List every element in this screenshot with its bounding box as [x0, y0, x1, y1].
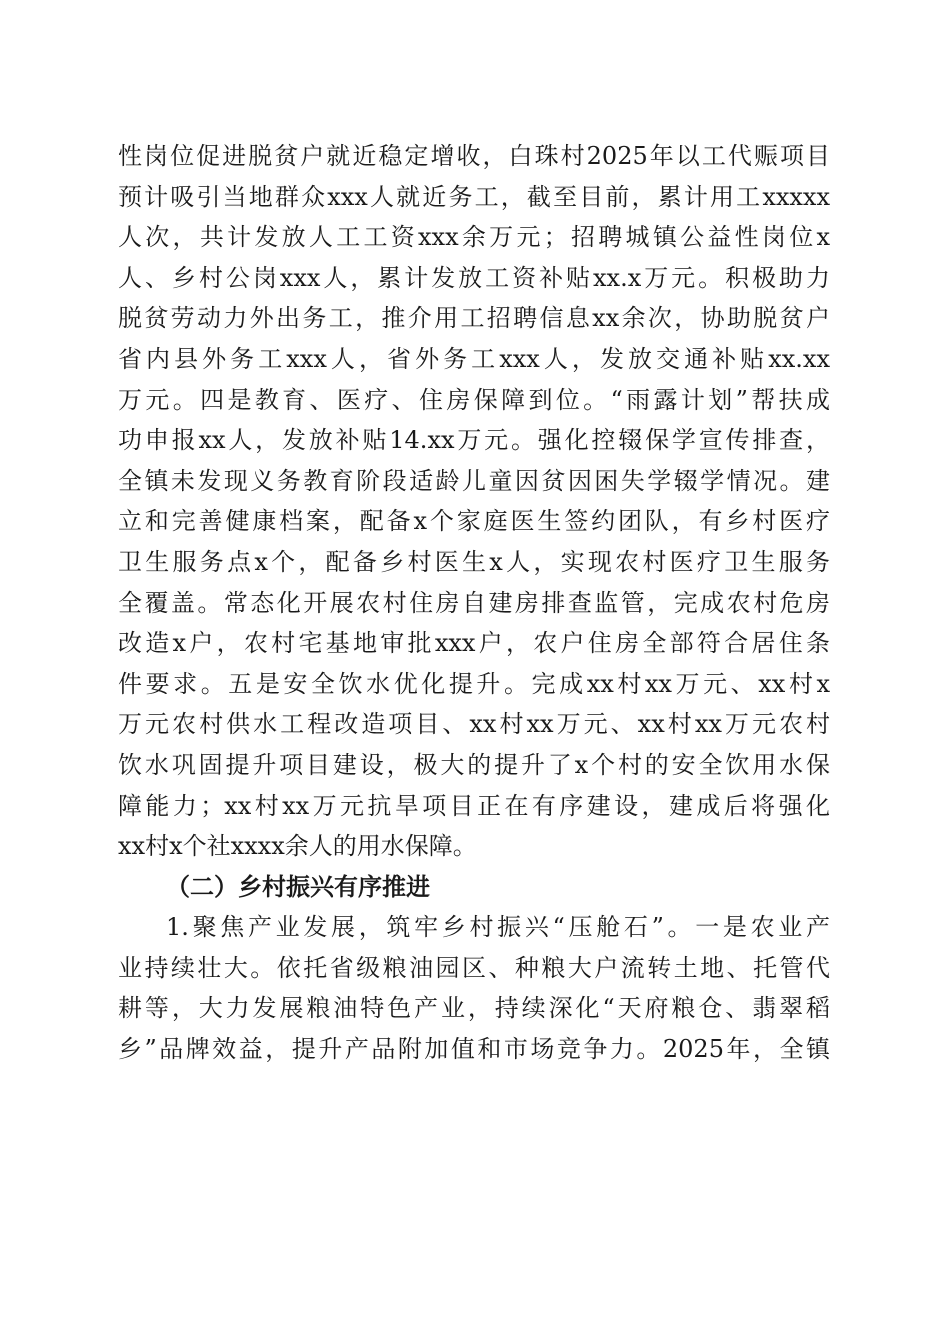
paragraph-poverty-support	[118, 136, 830, 867]
paragraph-industry-development	[118, 907, 830, 1069]
paragraph-line: 人次，共计发放人工工资xxx余万元；招聘城镇公益性岗位x	[118, 223, 830, 252]
paragraph-line: 乡”品牌效益，提升产品附加值和市场竞争力。2025年，全镇	[118, 1035, 830, 1064]
paragraph-line: 改造x户，农村宅基地审批xxx户，农户住房全部符合居住条	[118, 629, 830, 658]
paragraph-line: 人、乡村公岗xxx人，累计发放工资补贴xx.x万元。积极助力	[118, 263, 830, 292]
paragraph-line: 功申报xx人，发放补贴14.xx万元。强化控辍保学宣传排查，	[118, 426, 830, 455]
paragraph-line: 脱贫劳动力外出务工，推介用工招聘信息xx余次，协助脱贫户	[118, 304, 830, 333]
paragraph-line: 卫生服务点x个，配备乡村医生x人，实现农村医疗卫生服务	[118, 547, 830, 576]
paragraph-line: 全镇未发现义务教育阶段适龄儿童因贫因困失学辍学情况。建	[118, 466, 830, 495]
paragraph-line: 全覆盖。常态化开展农村住房自建房排查监管，完成农村危房	[118, 588, 830, 617]
paragraph-line: 性岗位促进脱贫户就近稳定增收，白珠村2025年以工代赈项目	[118, 142, 830, 170]
paragraph-line: 饮水巩固提升项目建设，极大的提升了x个村的安全饮用水保	[118, 750, 830, 779]
paragraph-line: 立和完善健康档案，配备x个家庭医生签约团队，有乡村医疗	[118, 507, 830, 536]
paragraph-line: 障能力；xx村xx万元抗旱项目正在有序建设，建成后将强化	[118, 791, 830, 820]
paragraph-line: 业持续壮大。依托省级粮油园区、种粮大户流转土地、托管代	[118, 953, 830, 982]
paragraph-line: 1.聚焦产业发展，筑牢乡村振兴“压舱石”。一是农业产	[166, 913, 830, 942]
document-body	[118, 136, 830, 1070]
paragraph-line: xx村x个社xxxx余人的用水保障。	[118, 832, 477, 861]
paragraph-line: 耕等，大力发展粮油特色产业，持续深化“天府粮仓、翡翠稻	[118, 994, 830, 1023]
paragraph-line: 预计吸引当地群众xxx人就近务工，截至目前，累计用工xxxxx	[118, 182, 830, 211]
paragraph-line: 万元农村供水工程改造项目、xx村xx万元、xx村xx万元农村	[118, 710, 830, 739]
section-heading: （二）乡村振兴有序推进	[166, 871, 430, 901]
paragraph-line: 万元。四是教育、医疗、住房保障到位。“雨露计划”帮扶成	[118, 385, 830, 414]
paragraph-line: 件要求。五是安全饮水优化提升。完成xx村xx万元、xx村x	[118, 669, 830, 698]
paragraph-line: 省内县外务工xxx人，省外务工xxx人，发放交通补贴xx.xx	[118, 344, 830, 373]
